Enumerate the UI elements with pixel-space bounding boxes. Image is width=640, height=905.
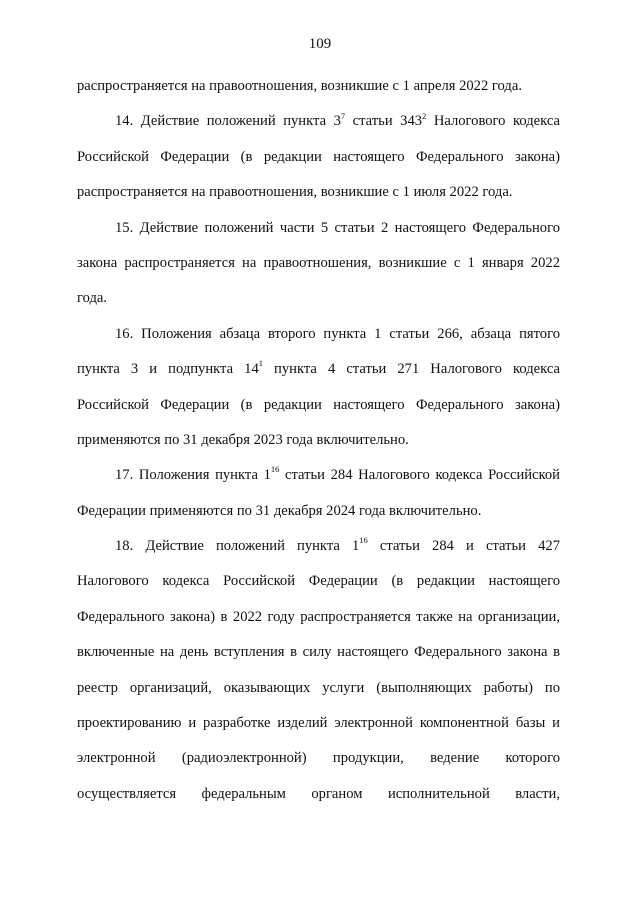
text-line: Налогового кодекса Российской Федерации (в редакции настоящего [77,573,560,590]
paragraph-15-line-3 [77,281,560,316]
text-line: Российской Федерации (в редакции настоящего Федерального закона) [77,148,560,165]
text-line: 15. Действие положений части 5 статьи 2 настоящего Федерального [115,219,560,236]
paragraph-16-line-2 [77,352,560,387]
text-run: 14. Действие положений пункта 3 [115,113,341,130]
paragraph-13-tail [77,69,560,104]
superscript: 7 [340,110,346,121]
text-line: года. [77,290,108,307]
text-line [115,104,560,139]
paragraph-18-line-1 [77,529,560,564]
paragraph-18-line-6 [77,706,560,741]
text-line: применяются по 31 декабря 2023 года включительно. [77,431,409,448]
paragraph-16-line-4 [77,423,560,458]
text-line: Федерального закона) в 2022 году распространяется также на организации, [77,608,560,625]
paragraph-18-line-5 [77,671,560,706]
text-line: включенные на день вступления в силу настоящего Федерального закона в [77,644,560,661]
text-run: Налогового кодекса [426,113,560,130]
text-line: распространяется на правоотношения, возникшие с 1 апреля 2022 года. [77,78,522,94]
paragraph-18-line-2 [77,564,560,599]
document-body [77,69,560,812]
paragraph-14-line-2 [77,140,560,175]
text-line [115,458,560,493]
paragraph-17-line-2 [77,494,560,529]
paragraph-14-line-3 [77,175,560,210]
paragraph-16-line-3 [77,388,560,423]
paragraph-18-line-8 [77,777,560,812]
text-line [77,352,560,387]
text-run: 18. Действие положений пункта 1 [115,538,360,555]
text-run: статьи 343 [345,113,423,130]
paragraph-18-line-4 [77,635,560,670]
text-run: статьи 284 и статьи 427 [367,538,560,555]
text-run: пункта 3 и подпункта 14 [77,361,259,378]
paragraph-15-line-2 [77,246,560,281]
paragraph-18-line-7 [77,741,560,776]
text-line: электронной (радиоэлектронной) продукции, ведение которого [77,750,560,767]
text-line: проектированию и разработке изделий электронной компонентной базы и [77,715,560,732]
text-run: статьи 284 Налогового кодекса Российской [279,467,560,484]
text-line: 16. Положения абзаца второго пункта 1 статьи 266, абзаца пятого [115,325,560,342]
text-line: осуществляется федеральным органом исполнительной власти, [77,785,560,802]
text-line: реестр организаций, оказывающих услуги (выполняющих работы) по [77,679,560,696]
text-run: 17. Положения пункта 1 [115,467,271,484]
superscript: 16 [270,464,280,475]
text-line [115,529,560,564]
superscript: 1 [258,358,263,369]
paragraph-14-line-1 [77,104,560,139]
paragraph-16-line-1 [77,317,560,352]
superscript: 2 [422,110,427,121]
paragraph-15-line-1 [77,211,560,246]
superscript: 16 [359,535,368,546]
text-line: Федерации применяются по 31 декабря 2024 года включительно. [77,502,482,519]
paragraph-18-line-3 [77,600,560,635]
paragraph-17-line-1 [77,458,560,493]
page-number: 109 [308,36,332,52]
text-line: распространяется на правоотношения, возникшие с 1 июля 2022 года. [77,184,513,201]
text-line: закона распространяется на правоотношения, возникшие с 1 января 2022 [77,254,560,271]
text-line: Российской Федерации (в редакции настоящего Федерального закона) [77,396,560,413]
text-run: пункта 4 статьи 271 Налогового кодекса [263,361,560,378]
